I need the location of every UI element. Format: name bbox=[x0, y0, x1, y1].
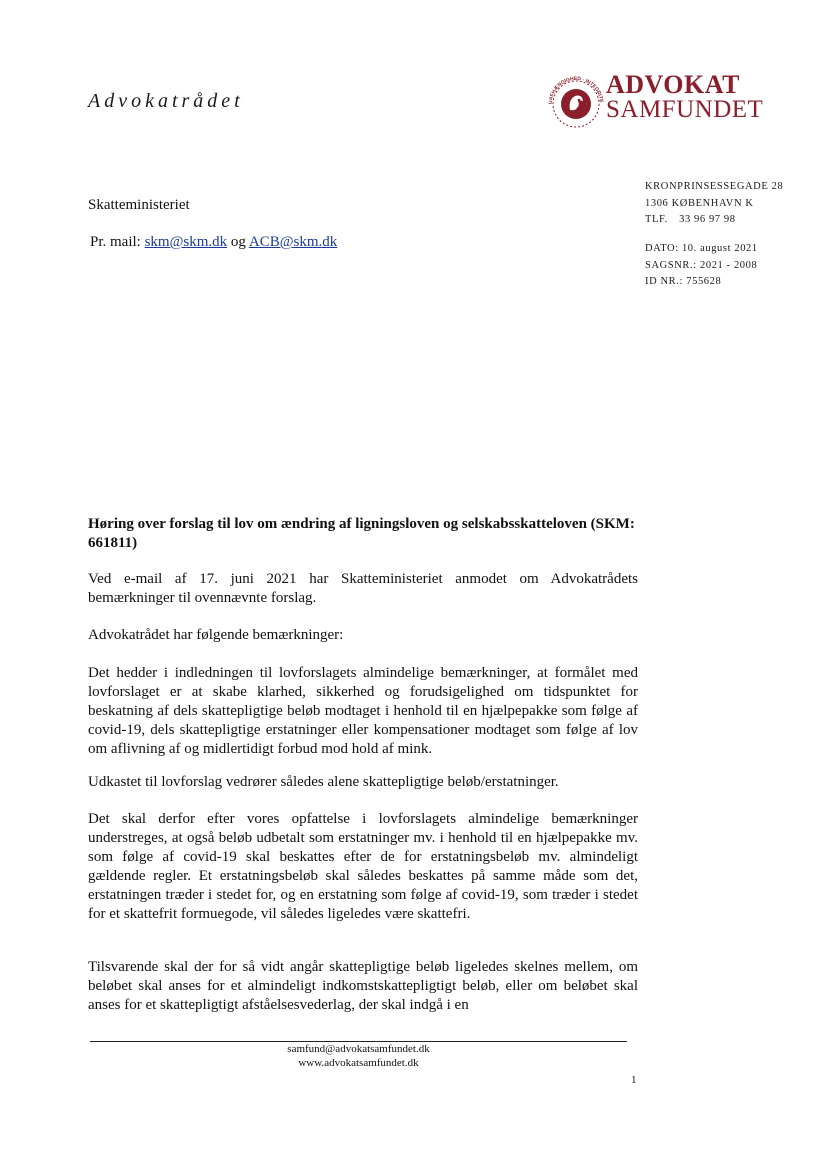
recipient-mail-line bbox=[90, 234, 337, 251]
phone-number: 33 96 97 98 bbox=[679, 214, 736, 225]
paragraph-intro: Ved e-mail af 17. juni 2021 har Skatteministeriet anmodet om Advokatrådets bemærkninger til ovennævnte forslag. bbox=[88, 571, 638, 606]
footer-email: samfund@advokatsamfundet.dk bbox=[287, 1043, 430, 1055]
paragraph-opinion: Det skal derfor efter vores opfattelse i lovforslagets almindelige bemærkninger understreges, at også beløb udbetalt som erstatninger mv. i henhold til en hjælpepakke mv. som følge af covid-19 skal beskattes efter de for erstatningsbeløb mv. almindeligt gældende regler. Et erstatningsbeløb skal således beskattes på samme måde som det, erstatningen træder i stedet for, og en erstatning som følge af covid-19, som træder i stedet for et skattefrit formuegode, vil således ligeledes være skattefri. bbox=[88, 811, 638, 922]
mail-prefix: Pr. mail: bbox=[90, 234, 141, 250]
paragraph-distinction: Tilsvarende skal der for så vidt angår skattepligtige beløb ligeledes skelnes mellem, om beløbet skal anses for et almindeligt indkomstskattepligtigt beløb, eller om beløbet skal anses for et skattepligtigt afståelsesvederlag, der skal indgå i en bbox=[88, 959, 638, 1013]
footer-website: www.advokatsamfundet.dk bbox=[298, 1057, 419, 1069]
phone-label: TLF. bbox=[645, 214, 668, 225]
paragraph-scope: Udkastet til lovforslag vedrører således alene skattepligtige beløb/erstatninger. bbox=[88, 774, 559, 790]
email-link-acb[interactable]: ACB@skm.dk bbox=[248, 234, 338, 250]
paragraph-remarks-lead: Advokatrådet har følgende bemærkninger: bbox=[88, 627, 344, 643]
address-street: KRONPRINSESSEGADE 28 bbox=[645, 181, 784, 192]
logo-wordmark bbox=[606, 70, 764, 123]
page-number: 1 bbox=[631, 1074, 637, 1086]
letter-date: DATO: 10. august 2021 bbox=[645, 243, 758, 254]
address-phone bbox=[645, 214, 736, 225]
mail-connector: og bbox=[230, 234, 246, 250]
case-number: SAGSNR.: 2021 - 2008 bbox=[645, 260, 758, 271]
email-link-skm[interactable]: skm@skm.dk bbox=[144, 234, 228, 250]
logo-line-advokat: ADVOKAT bbox=[606, 70, 740, 99]
sender-name: Advokatrådet bbox=[88, 90, 244, 112]
logo-line-samfundet: SAMFUNDET bbox=[606, 96, 764, 123]
letter-heading: Høring over forslag til lov om ændring af ligningsloven og selskabsskatteloven (SKM: 661811) bbox=[88, 516, 635, 551]
footer-divider bbox=[90, 1041, 627, 1042]
recipient-name: Skatteministeriet bbox=[88, 197, 190, 213]
id-number: ID NR.: 755628 bbox=[645, 276, 722, 287]
address-city: 1306 KØBENHAVN K bbox=[645, 198, 754, 209]
seal-text: UAFHÆNGIGHED · INTEGRITE bbox=[548, 75, 604, 105]
paragraph-purpose: Det hedder i indledningen til lovforslagets almindelige bemærkninger, at formålet med lovforslaget er at skabe klarhed, sikkerhed og forudsigelighed om tidspunktet for beskatning af dels skattepligtige beløb modtaget i henhold til en hjælpepakke som følge af covid-19, dels skattepligtige erstatninger eller kompensationer modtaget som følge af lov om aflivning af og midlertidigt forbud mod hold af mink. bbox=[88, 665, 638, 757]
